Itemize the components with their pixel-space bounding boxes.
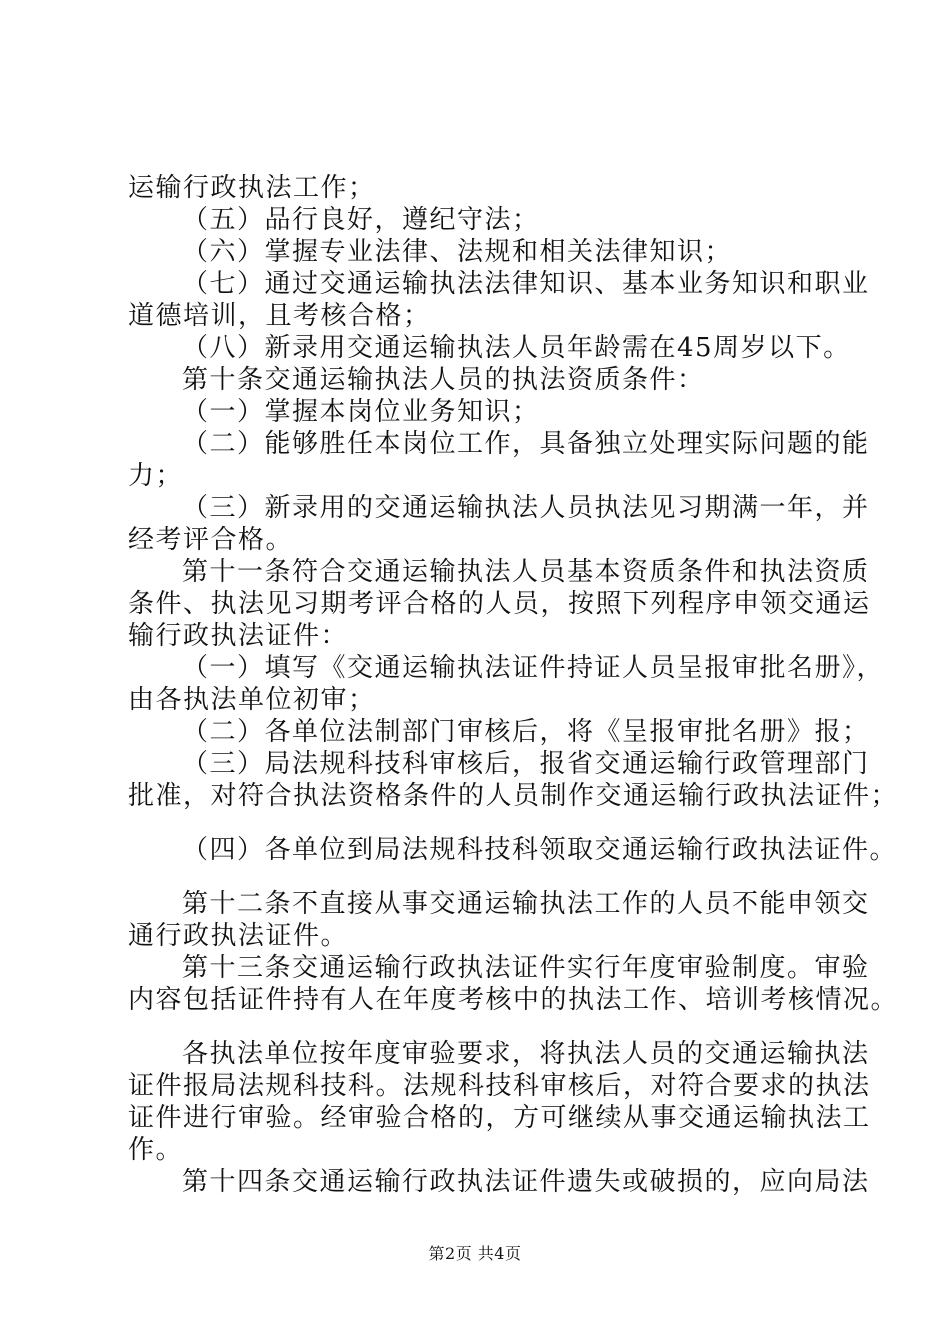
text-line: 作。	[128, 1135, 184, 1165]
text-line: 第十条交通运输执法人员的执法资质条件：	[182, 365, 705, 395]
text-line: 第十三条交通运输行政执法证件实行年度审验制度。审验	[182, 953, 870, 983]
text-line: 第十二条不直接从事交通运输执法工作的人员不能申领交	[182, 889, 870, 919]
text-line: （四）各单位到局法规科技科领取交通运输行政执法证件。	[182, 835, 898, 865]
text-line: 条件、执法见习期考评合格的人员，按照下列程序申领交通运	[128, 589, 871, 619]
text-line: 输行政执法证件：	[128, 621, 349, 651]
text-line: 证件进行审验。经审验合格的，方可继续从事交通运输执法工	[128, 1103, 871, 1133]
page-number-footer: 第2页 共4页	[428, 1244, 522, 1263]
text-line: （二）能够胜任本岗位工作，具备独立处理实际问题的能	[182, 429, 870, 459]
text-line: 第十一条符合交通运输执法人员基本资质条件和执法资质	[182, 557, 870, 587]
text-line: 道德培训，且考核合格；	[128, 301, 431, 331]
text-line: 运输行政执法工作；	[128, 173, 376, 203]
text-line: 由各执法单位初审；	[128, 685, 376, 715]
text-line: （二）各单位法制部门审核后，将《呈报审批名册》报；	[182, 717, 870, 747]
text-line: （六）掌握专业法律、法规和相关法律知识；	[182, 237, 733, 267]
text-line: （五）品行良好，遵纪守法；	[182, 205, 540, 235]
text-line: （七）通过交通运输执法法律知识、基本业务知识和职业	[182, 269, 870, 299]
text-line: （一）掌握本岗位业务知识；	[182, 397, 540, 427]
text-line: 批准，对符合执法资格条件的人员制作交通运输行政执法证件；	[128, 781, 899, 811]
text-line: （一）填写《交通运输执法证件持证人员呈报审批名册》，	[182, 653, 885, 683]
text-line: 内容包括证件持有人在年度考核中的执法工作、培训考核情况。	[128, 985, 899, 1015]
text-line: （八）新录用交通运输执法人员年龄需在45周岁以下。	[182, 333, 851, 363]
text-line: 第十四条交通运输行政执法证件遗失或破损的，应向局法	[182, 1167, 870, 1197]
text-line: 通行政执法证件。	[128, 921, 349, 951]
text-line: 力；	[128, 461, 184, 491]
text-line: （三）新录用的交通运输执法人员执法见习期满一年，并	[182, 493, 870, 523]
text-line: 证件报局法规科技科。法规科技科审核后，对符合要求的执法	[128, 1071, 871, 1101]
text-line: 各执法单位按年度审验要求，将执法人员的交通运输执法	[182, 1039, 870, 1069]
text-line: 经考评合格。	[128, 525, 294, 555]
text-line: （三）局法规科技科审核后，报省交通运输行政管理部门	[182, 749, 870, 779]
